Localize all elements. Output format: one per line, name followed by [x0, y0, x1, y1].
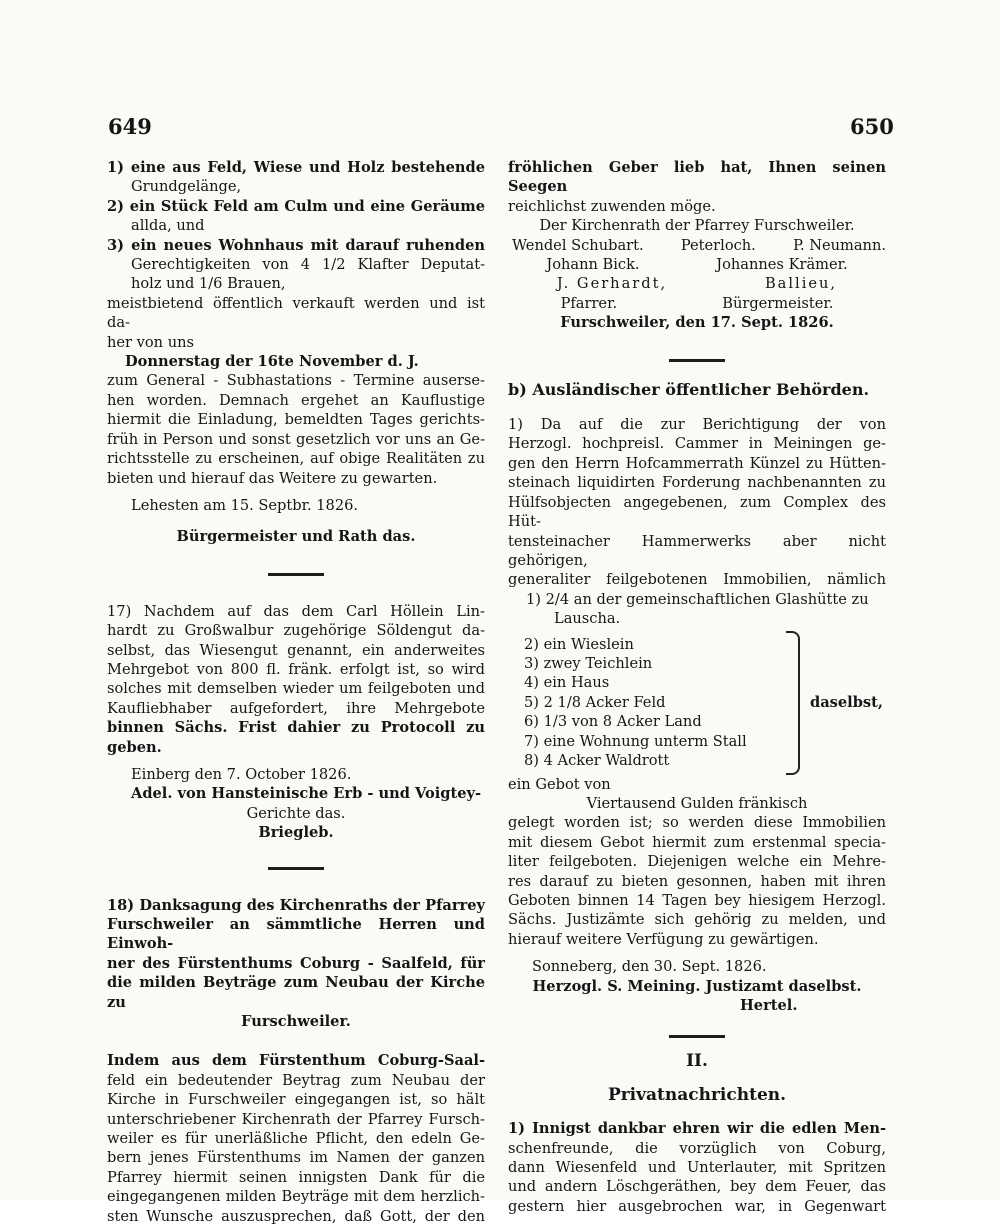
notice18-heading-line: 18) Danksagung des Kirchenraths der Pfarrey: [107, 896, 485, 914]
notice17-line: binnen Sächs. Frist dahier zu Protocoll zu geben.: [107, 719, 485, 756]
notice1-item-cont: Lauscha.: [554, 610, 621, 628]
notice16-line: bieten und hierauf das Weitere zu gewarten.: [107, 469, 438, 487]
list-item: 6) 1/3 von 8 Acker Land: [524, 713, 702, 731]
notice18-heading-line: ner des Fürstenthums Coburg - Saalfeld, für: [107, 954, 485, 972]
notice1-item: 1) 2/4 an der gemeinschaftlichen Glashütte zu: [526, 590, 869, 608]
list-item: 1) eine aus Feld, Wiese und Holz bestehende: [107, 159, 485, 176]
private1-line: und andern Löschgeräthen, bey dem Feuer, das: [508, 1178, 886, 1196]
section-divider: [669, 359, 725, 362]
private1-line: schenfreunde, die vorzüglich von Coburg,: [508, 1139, 886, 1157]
signer-name: J. Gerhardt,: [556, 275, 668, 293]
notice16-line: Donnerstag der 16te November d. J.: [125, 353, 419, 371]
private1-line: dann Wiesenfeld und Unterlauter, mit Spritzen: [508, 1159, 886, 1177]
notice16-line: hiermit die Einladung, bemeldten Tages gerichts-: [107, 411, 485, 429]
list-item: 8) 4 Acker Waldrott: [524, 752, 670, 770]
right-column: [508, 158, 886, 1216]
page-number-right: 650: [850, 114, 894, 139]
section-divider: [268, 867, 324, 870]
signer-name: Ballieu,: [764, 275, 838, 293]
list-item: 7) eine Wohnung unterm Stall: [524, 732, 747, 750]
notice17-line: 17) Nachdem auf das dem Carl Höllein Lin-: [107, 602, 485, 620]
signer-name: P. Neumann.: [793, 236, 886, 254]
notice18-heading-line: Furschweiler an sämmtliche Herren und Einwoh-: [107, 916, 485, 953]
list-item-cont: allda, und: [131, 217, 205, 235]
notice16-line: früh in Person und sonst gesetzlich vor uns an Ge-: [107, 430, 485, 448]
notice18-body-line: eingegangenen milden Beyträge mit dem herzlich-: [107, 1188, 485, 1206]
signers-row: [508, 294, 886, 313]
list-item: 5) 2 1/8 Acker Feld: [524, 693, 666, 711]
notice17-court: Adel. von Hansteinische Erb - und Voigtey-: [131, 785, 482, 803]
section-b-heading: b) Ausländischer öffentlicher Behörden.: [508, 379, 870, 399]
notice18-body-line: bern jenes Fürstenthums im Namen der ganzen: [107, 1149, 485, 1167]
notice1-signer: Hertel.: [740, 997, 798, 1014]
notice17-line: selbst, das Wiesengut genannt, ein anderweites: [107, 641, 485, 659]
notice16-line: hen worden. Demnach ergehet an Kauflustige: [107, 391, 485, 409]
list-item-cont: Gerechtigkeiten von 4 1/2 Klafter Deputat-: [131, 256, 485, 274]
notice18-heading-line: die milden Beyträge zum Neubau der Kirche zu: [107, 974, 485, 1011]
notice16-signature: Bürgermeister und Rath das.: [176, 528, 416, 546]
notice16-date: Lehesten am 15. Septbr. 1826.: [131, 496, 359, 514]
signer-name: Johannes Krämer.: [716, 256, 848, 274]
offer-line: Geboten binnen 14 Tagen bey hiesigem Herzogl.: [508, 891, 886, 909]
property-list: [508, 631, 886, 775]
private1-line: 1) Innigst dankbar ehren wir die edlen Men-: [508, 1120, 886, 1138]
notice18-body-line: unterschriebener Kirchenrath der Pfarrey Fursch-: [107, 1110, 485, 1128]
notice16-line: her von uns: [107, 333, 195, 351]
section-divider: [669, 1035, 725, 1038]
notice17-date: Einberg den 7. October 1826.: [131, 765, 352, 783]
brace: [786, 631, 800, 775]
notice18-heading-line: Furschweiler.: [241, 1013, 351, 1031]
notice1-line: 1) Da auf die zur Berichtigung der von: [508, 416, 886, 434]
notice18-body-line: Kirche in Furschweiler eingegangen ist, so hält: [107, 1091, 485, 1109]
notice1-line: tensteinacher Hammerwerks aber nicht gehörigen,: [508, 532, 886, 569]
signers-row: [508, 274, 886, 293]
notice17-line: Kaufliebhaber aufgefordert, ihre Mehrgebote: [107, 699, 485, 717]
list-item: 4) ein Haus: [524, 674, 610, 692]
signer-name: Johann Bick.: [546, 256, 640, 274]
list-item: 3) zwey Teichlein: [524, 655, 653, 673]
notice1-line: steinach liquidirten Forderung nachbenannten zu: [508, 474, 886, 492]
offer-line: gelegt worden ist; so werden diese Immobilien: [508, 814, 886, 832]
notice1-line: gen den Herrn Hofcammerrath Künzel zu Hütten-: [508, 454, 886, 472]
notice18-body-line: Pfarrey hiermit seinen innigsten Dank für die: [107, 1168, 485, 1186]
notice18-cont-line: reichlichst zuwenden möge.: [508, 197, 716, 215]
private-news-heading: Privatnachrichten.: [607, 1084, 787, 1105]
list-item-cont: Grundgelänge,: [131, 178, 242, 196]
list-item: 2) ein Stück Feld am Culm und eine Geräume: [107, 197, 485, 215]
signer-title: Bürgermeister.: [722, 294, 834, 312]
signers-row: [508, 236, 886, 255]
offer-amount: Viertausend Gulden fränkisch: [586, 794, 808, 812]
signers-row: [508, 255, 886, 274]
brace-label: daselbst,: [810, 693, 883, 711]
list-item: 3) ein neues Wohnhaus mit darauf ruhenden: [107, 236, 485, 254]
signer-name: Peterloch.: [680, 236, 756, 254]
signer-name: Wendel Schubart.: [512, 236, 644, 254]
page-number-left: 649: [108, 114, 152, 139]
notice1-line: generaliter feilgebotenen Immobilien, nämlich: [508, 571, 886, 589]
list-item-cont: holz und 1/6 Brauen,: [131, 275, 286, 293]
notice18-date: Furschweiler, den 17. Sept. 1826.: [560, 314, 834, 332]
notice18-cont-line: fröhlichen Geber lieb hat, Ihnen seinen Seegen: [508, 159, 886, 196]
church-council: Der Kirchenrath der Pfarrey Furschweiler.: [539, 217, 855, 235]
notice16-line: richtsstelle zu erscheinen, auf obige Realitäten zu: [107, 450, 485, 468]
notice17-court-cont: Gerichte das.: [246, 804, 346, 822]
section-II-heading: II.: [686, 1051, 708, 1072]
signer-title: Pfarrer.: [560, 294, 618, 312]
notice17-line: hardt zu Großwalbur zugehörige Söldengut da-: [107, 622, 485, 640]
offer-intro: ein Gebot von: [508, 775, 611, 793]
offer-line: hierauf weitere Verfügung zu gewärtigen.: [508, 930, 819, 948]
notice17-line: Mehrgebot von 800 fl. fränk. erfolgt ist, so wird: [107, 660, 485, 678]
notice16-line: zum General - Subhastations - Termine auserse-: [107, 372, 485, 390]
offer-line: liter feilgeboten. Diejenigen welche ein Mehre-: [508, 853, 886, 871]
notice16-line: meistbietend öffentlich verkauft werden und ist da-: [107, 294, 485, 332]
notice17-signer: Briegleb.: [258, 824, 334, 842]
notice18-body-line: weiler es für unerläßliche Pflicht, den edeln Ge-: [107, 1130, 485, 1148]
offer-line: mit diesem Gebot hiermit zum erstenmal specia-: [508, 833, 886, 851]
notice17-line: solches mit demselben wieder um feilgeboten und: [107, 680, 485, 698]
list-item: 2) ein Wieslein: [524, 635, 634, 653]
notice1-office: Herzogl. S. Meining. Justizamt daselbst.: [532, 977, 862, 995]
notice1-line: Hülfsobjecten angegebenen, zum Complex des Hüt-: [508, 493, 886, 531]
section-divider: [268, 573, 324, 576]
offer-line: res darauf zu bieten gesonnen, haben mit ihren: [508, 872, 886, 890]
private1-line: gestern hier ausgebrochen war, in Gegenwart: [508, 1197, 886, 1215]
notice18-body-line: Indem aus dem Fürstenthum Coburg-Saal-: [107, 1052, 485, 1070]
offer-line: Sächs. Justizämte sich gehörig zu melden, und: [508, 911, 886, 929]
notice18-body-line: sten Wunsche auszusprechen, daß Gott, der den: [107, 1207, 485, 1225]
notice1-line: Herzogl. hochpreisl. Cammer in Meiningen ge-: [508, 435, 886, 453]
notice1-date: Sonneberg, den 30. Sept. 1826.: [532, 958, 767, 976]
left-column: [107, 158, 485, 1226]
notice18-body-line: feld ein bedeutender Beytrag zum Neubau der: [107, 1071, 485, 1089]
